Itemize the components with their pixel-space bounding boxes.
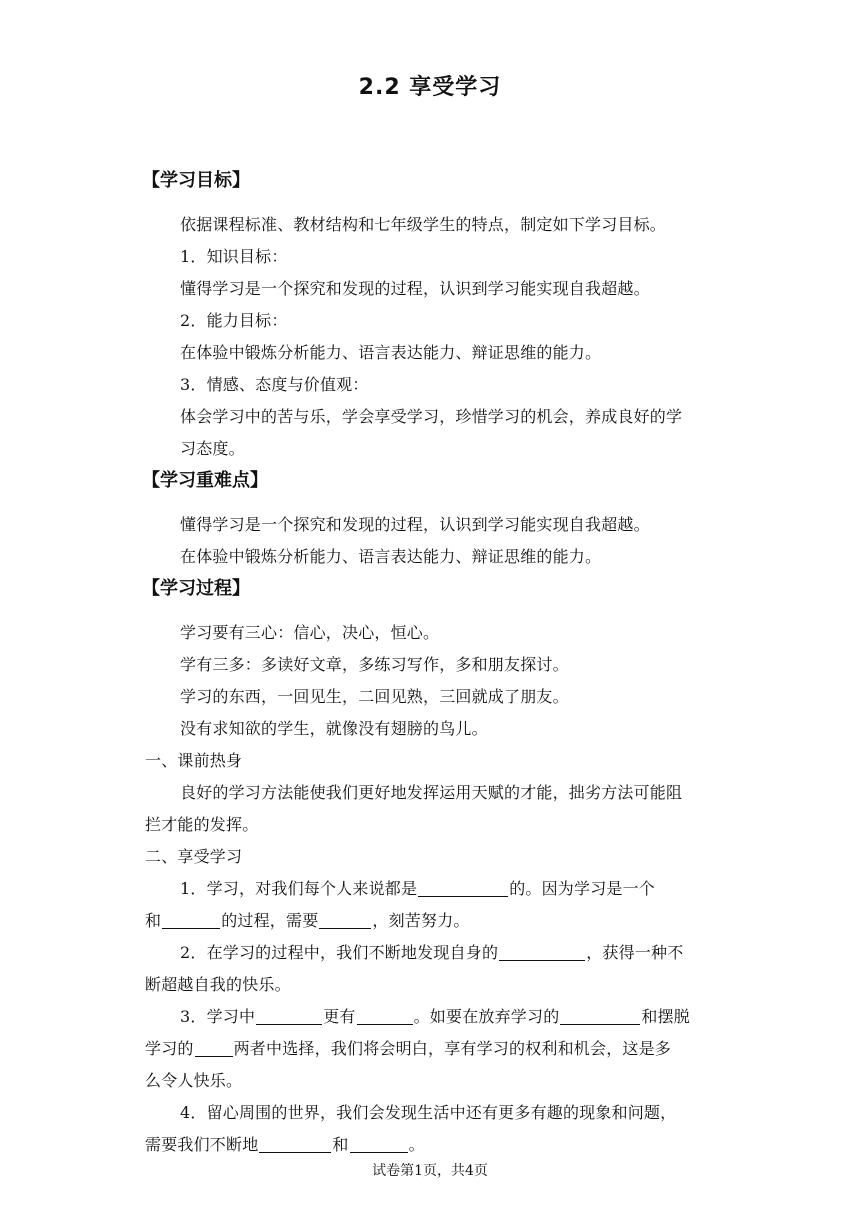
item4-line2: [145, 1132, 425, 1155]
item1-text-a: 1．学习，对我们每个人来说都是: [180, 879, 418, 898]
item3-line3: 么令人快乐。: [145, 1071, 243, 1090]
process-heading: 【学习过程】: [142, 578, 250, 599]
part1-text-1: 良好的学习方法能使我们更好地发挥运用天赋的才能，拙劣方法可能阻: [180, 783, 683, 802]
fill-blank[interactable]: [256, 1006, 322, 1025]
item1-line1: [180, 876, 655, 899]
page-title: 2.2 享受学习: [358, 75, 502, 100]
fill-blank[interactable]: [319, 910, 371, 929]
item2-text-a: 2．在学习的过程中，我们不断地发现自身的: [180, 943, 499, 962]
item3-line2: [145, 1036, 671, 1059]
fill-blank[interactable]: [162, 910, 220, 929]
difficulty-point-1: 懂得学习是一个探究和发现的过程，认识到学习能实现自我超越。: [180, 515, 650, 534]
quote-1: 学习要有三心：信心，决心，恒心。: [180, 623, 440, 642]
item2-line2: 断超越自我的快乐。: [145, 975, 291, 994]
fill-blank[interactable]: [499, 942, 585, 961]
item4-text-c: 和: [332, 1135, 349, 1154]
quote-3: 学习的东西，一回见生，二回见熟，三回就成了朋友。: [180, 687, 569, 706]
item3-text-d: 和摆脱: [641, 1007, 691, 1026]
item4-line1: 4．留心周围的世界，我们会发现生活中还有更多有趣的现象和问题，: [180, 1103, 677, 1122]
item3-text-f: 两者中选择，我们将会明白，享有学习的权利和机会，这是多: [233, 1039, 672, 1058]
page-footer: 试卷第1页，共4页: [372, 1163, 488, 1179]
part1-heading: 一、课前热身: [145, 751, 243, 770]
item4-text-d: 。: [408, 1135, 425, 1154]
fill-blank[interactable]: [350, 1134, 408, 1153]
knowledge-goal-text: 懂得学习是一个探究和发现的过程，认识到学习能实现自我超越。: [180, 279, 650, 298]
quote-4: 没有求知欲的学生，就像没有翅膀的鸟儿。: [180, 719, 488, 738]
ability-goal-text: 在体验中锻炼分析能力、语言表达能力、辩证思维的能力。: [180, 343, 602, 362]
item2-line1: [180, 940, 683, 963]
fill-blank[interactable]: [560, 1006, 640, 1025]
fill-blank[interactable]: [195, 1038, 233, 1057]
ability-goal-label: 2．能力目标：: [180, 311, 288, 330]
item1-text-c: 和: [145, 911, 162, 930]
item1-text-d: 的过程，需要: [221, 911, 319, 930]
fill-blank[interactable]: [418, 878, 508, 897]
item3-text-e: 学习的: [145, 1039, 194, 1058]
fill-blank[interactable]: [259, 1134, 331, 1153]
item3-text-b: 更有: [323, 1007, 356, 1026]
quote-2: 学有三多：多读好文章，多练习写作，多和朋友探讨。: [180, 655, 569, 674]
difficulty-point-2: 在体验中锻炼分析能力、语言表达能力、辩证思维的能力。: [180, 547, 602, 566]
item1-line2: [145, 908, 470, 931]
difficulty-heading: 【学习重难点】: [142, 470, 268, 491]
item3-text-a: 3．学习中: [180, 1007, 256, 1026]
emotion-goal-text-1: 体会学习中的苦与乐，学会享受学习，珍惜学习的机会，养成良好的学: [180, 407, 683, 426]
goals-intro: 依据课程标准、教材结构和七年级学生的特点，制定如下学习目标。: [180, 215, 667, 234]
fill-blank[interactable]: [357, 1006, 413, 1025]
item1-text-e: ，刻苦努力。: [372, 911, 470, 930]
item4-text-b: 需要我们不断地: [145, 1135, 259, 1154]
knowledge-goal-label: 1．知识目标：: [180, 247, 288, 266]
item1-text-b: 的。因为学习是一个: [509, 879, 655, 898]
part1-text-2: 拦才能的发挥。: [145, 815, 259, 834]
emotion-goal-text-2: 习态度。: [180, 439, 245, 458]
part2-heading: 二、享受学习: [145, 847, 243, 866]
item3-line1: [180, 1004, 690, 1027]
item3-text-c: 。如要在放弃学习的: [413, 1007, 560, 1026]
emotion-goal-label: 3．情感、态度与价值观：: [180, 375, 369, 394]
goals-heading: 【学习目标】: [142, 170, 250, 191]
item2-text-b: ，获得一种不: [586, 943, 684, 962]
